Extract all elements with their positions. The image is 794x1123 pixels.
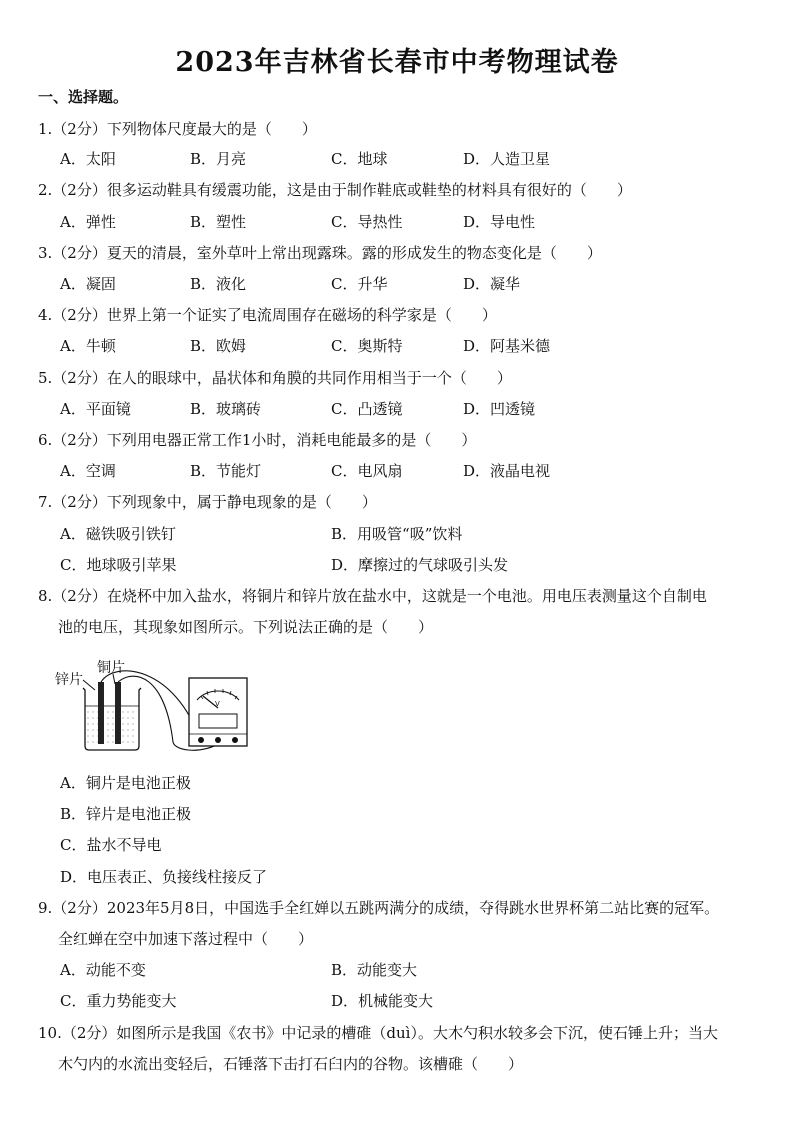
section-heading: 一、选择题。 [38, 88, 129, 106]
q2-option-a: A．弹性 [60, 213, 116, 231]
q3-option-b: B．液化 [190, 275, 247, 293]
q6-option-d: D．液晶电视 [463, 462, 551, 480]
voltmeter-unit: V [215, 700, 220, 708]
question-1-stem: 1.（2分）下列物体尺度最大的是（ ） [38, 120, 317, 138]
q9-option-b: B．动能变大 [331, 961, 418, 979]
q8-option-a: A．铜片是电池正极 [60, 774, 191, 792]
zinc-label: 锌片 [55, 672, 83, 688]
question-8-stem: 8.（2分）在烧杯中加入盐水，将铜片和锌片放在盐水中，这就是一个电池。用电压表测量这个自制电 [38, 587, 707, 605]
copper-plate [115, 682, 121, 744]
q4-option-c: C．奥斯特 [331, 337, 403, 355]
question-9-stem: 9.（2分）2023年5月8日，中国选手全红婵以五跳两满分的成绩，夺得跳水世界杯第二站比赛的冠军。 [38, 899, 720, 917]
q7-option-a: A．磁铁吸引铁钉 [60, 525, 176, 543]
q1-option-b: B．月亮 [190, 150, 247, 168]
q1-option-a: A．太阳 [60, 150, 116, 168]
q4-option-b: B．欧姆 [190, 337, 247, 355]
q9-option-c: C．重力势能变大 [60, 992, 177, 1010]
q3-option-d: D．凝华 [463, 275, 521, 293]
q9-option-a: A．动能不变 [60, 961, 146, 979]
q5-option-d: D．凹透镜 [463, 400, 536, 418]
q2-option-b: B．塑性 [190, 213, 247, 231]
question-6-stem: 6.（2分）下列用电器正常工作1小时，消耗电能最多的是（ ） [38, 431, 477, 449]
battery-voltmeter-figure [55, 656, 250, 756]
q3-option-c: C．升华 [331, 275, 388, 293]
question-10-stem-cont: 木勺内的水流出变轻后，石锤落下击打石臼内的谷物。该槽碓（ ） [58, 1055, 524, 1073]
question-2-stem: 2.（2分）很多运动鞋具有缓震功能，这是由于制作鞋底或鞋垫的材料具有很好的（ ） [38, 181, 632, 199]
question-8-stem-cont: 池的电压，其现象如图所示。下列说法正确的是（ ） [58, 618, 434, 636]
q5-option-a: A．平面镜 [60, 400, 131, 418]
q2-option-d: D．导电性 [463, 213, 536, 231]
question-5-stem: 5.（2分）在人的眼球中，晶状体和角膜的共同作用相当于一个（ ） [38, 369, 512, 387]
question-9-stem-cont: 全红蝉在空中加速下落过程中（ ） [58, 930, 314, 948]
question-10-stem: 10.（2分）如图所示是我国《农书》中记录的槽碓（duì）。大木勺积水较多会下沉，使石锤上升；当大 [38, 1024, 718, 1042]
q4-option-d: D．阿基米德 [463, 337, 551, 355]
q1-option-d: D．人造卫星 [463, 150, 551, 168]
q6-option-a: A．空调 [60, 462, 116, 480]
question-4-stem: 4.（2分）世界上第一个证实了电流周围存在磁场的科学家是（ ） [38, 306, 497, 324]
q9-option-d: D．机械能变大 [331, 992, 434, 1010]
q8-option-d: D．电压表正、负接线柱接反了 [60, 868, 268, 886]
copper-label: 铜片 [97, 660, 125, 676]
q6-option-c: C．电风扇 [331, 462, 403, 480]
q2-option-c: C．导热性 [331, 213, 403, 231]
q7-option-d: D．摩擦过的气球吸引头发 [331, 556, 509, 574]
q4-option-a: A．牛顿 [60, 337, 116, 355]
question-7-stem: 7.（2分）下列现象中，属于静电现象的是（ ） [38, 493, 377, 511]
page-title: 2023年吉林省长春市中考物理试卷 [175, 47, 619, 78]
beaker [83, 688, 141, 750]
q8-option-b: B．锌片是电池正极 [60, 805, 192, 823]
q3-option-a: A．凝固 [60, 275, 116, 293]
q8-option-c: C．盐水不导电 [60, 836, 162, 854]
q1-option-c: C．地球 [331, 150, 388, 168]
q6-option-b: B．节能灯 [190, 462, 262, 480]
voltmeter [189, 678, 247, 746]
question-3-stem: 3.（2分）夏天的清晨，室外草叶上常出现露珠。露的形成发生的物态变化是（ ） [38, 244, 602, 262]
q5-option-c: C．凸透镜 [331, 400, 403, 418]
q5-option-b: B．玻璃砖 [190, 400, 262, 418]
zinc-plate [98, 682, 104, 744]
q7-option-b: B．用吸管“吸”饮料 [331, 525, 463, 543]
q7-option-c: C．地球吸引苹果 [60, 556, 177, 574]
